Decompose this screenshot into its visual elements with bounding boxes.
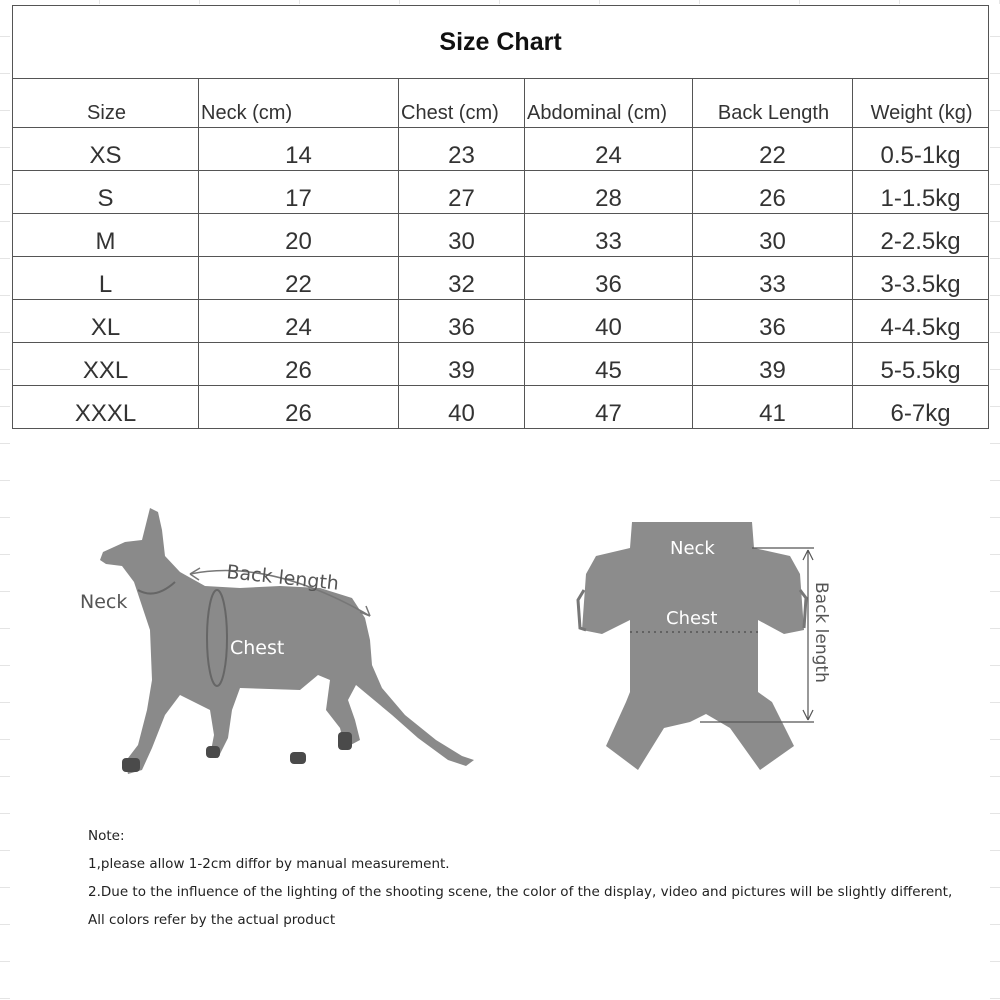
table-cell: 2-2.5kg	[853, 214, 989, 257]
paw-back-left	[338, 732, 352, 750]
paw-front-right	[206, 746, 220, 758]
table-cell: S	[13, 171, 199, 214]
table-cell: XXL	[13, 343, 199, 386]
table-cell: 1-1.5kg	[853, 171, 989, 214]
table-row	[13, 128, 989, 171]
paw-back-right	[290, 752, 306, 764]
header-chest: Chest (cm)	[399, 79, 525, 128]
table-cell: XXXL	[13, 386, 199, 429]
size-chart-table	[12, 5, 989, 429]
table-cell: 28	[525, 171, 693, 214]
header-weight: Weight (kg)	[853, 79, 989, 128]
table-cell: 36	[399, 300, 525, 343]
table-cell: XL	[13, 300, 199, 343]
table-cell: 40	[525, 300, 693, 343]
cat-chest-label: Chest	[230, 637, 285, 659]
cat-silhouette	[100, 508, 474, 774]
measurement-diagrams	[0, 470, 1000, 800]
table-row	[13, 171, 989, 214]
table-cell: 26	[199, 386, 399, 429]
table-cell: 6-7kg	[853, 386, 989, 429]
table-cell: 0.5-1kg	[853, 128, 989, 171]
table-cell: 5-5.5kg	[853, 343, 989, 386]
table-cell: 40	[399, 386, 525, 429]
table-cell: 47	[525, 386, 693, 429]
table-cell: 36	[693, 300, 853, 343]
note-line-1: 1,please allow 1-2cm diffor by manual measurement.	[88, 856, 450, 872]
table-cell: 30	[399, 214, 525, 257]
table-cell: 22	[693, 128, 853, 171]
table-row	[13, 386, 989, 429]
table-cell: 39	[693, 343, 853, 386]
table-row	[13, 300, 989, 343]
cat-neck-label: Neck	[80, 591, 128, 613]
table-cell: 17	[199, 171, 399, 214]
note-line-3: All colors refer by the actual product	[88, 912, 336, 928]
header-neck: Neck (cm)	[199, 79, 399, 128]
table-cell: 26	[693, 171, 853, 214]
table-cell: 32	[399, 257, 525, 300]
table-cell: 33	[525, 214, 693, 257]
header-back-length: Back Length	[693, 79, 853, 128]
table-cell: 22	[199, 257, 399, 300]
table-row	[13, 214, 989, 257]
diagram-canvas	[0, 470, 1000, 800]
note-line-2: 2.Due to the influence of the lighting of the shooting scene, the color of the display, video and pictures will be slightly different,	[88, 884, 953, 900]
table-cell: 41	[693, 386, 853, 429]
table-cell: 27	[399, 171, 525, 214]
table-title: Size Chart	[13, 6, 989, 79]
table-cell: 20	[199, 214, 399, 257]
header-abdominal: Abdominal (cm)	[525, 79, 693, 128]
table-row	[13, 343, 989, 386]
table-cell: 33	[693, 257, 853, 300]
table-cell: 39	[399, 343, 525, 386]
table-cell: 4-4.5kg	[853, 300, 989, 343]
table-cell: 24	[525, 128, 693, 171]
garment-neck-label: Neck	[670, 538, 715, 559]
table-cell: 14	[199, 128, 399, 171]
garment-back-length-label: Back length	[811, 582, 831, 683]
table-cell: 23	[399, 128, 525, 171]
table-cell: 26	[199, 343, 399, 386]
table-row	[13, 257, 989, 300]
header-row	[13, 79, 989, 128]
garment-silhouette	[578, 522, 806, 770]
table-cell: L	[13, 257, 199, 300]
note-section	[88, 822, 952, 934]
table-cell: 36	[525, 257, 693, 300]
garment-chest-label: Chest	[666, 608, 718, 629]
sheet-grid-top	[0, 0, 1000, 4]
cat-back-length-label: Back length	[225, 561, 340, 595]
table-cell: M	[13, 214, 199, 257]
header-size: Size	[13, 79, 199, 128]
table-cell: 3-3.5kg	[853, 257, 989, 300]
table-cell: 30	[693, 214, 853, 257]
table-cell: 45	[525, 343, 693, 386]
paw-front-left	[122, 758, 140, 772]
table-cell: XS	[13, 128, 199, 171]
table-cell: 24	[199, 300, 399, 343]
note-heading: Note:	[88, 828, 125, 844]
